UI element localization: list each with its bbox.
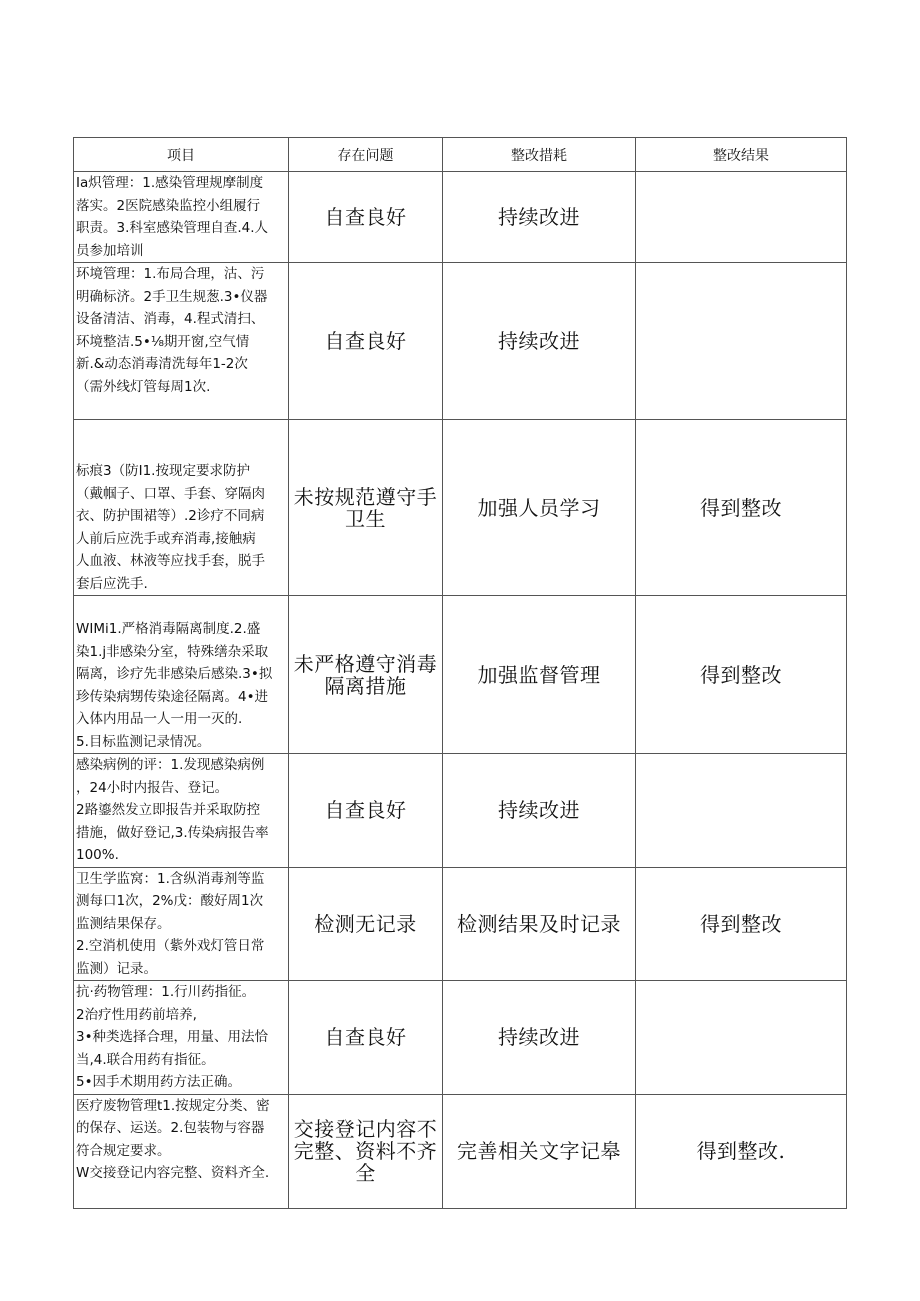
measure-cell: 检测结果及时记录 bbox=[443, 867, 636, 981]
item-line: 人前后应洗手或弃消毒,接触病 bbox=[76, 530, 256, 547]
item-line: 珍传染病甥传染途径隔离。4•进 bbox=[76, 688, 269, 705]
item-line: 落实。2医院感染监控小组履行 bbox=[76, 197, 261, 214]
header-row bbox=[74, 138, 847, 172]
item-line: 新.&动态消毒清洗每年1-2次 bbox=[76, 356, 248, 372]
item-line: 监测）记录。 bbox=[76, 960, 157, 977]
item-line: 2路鎏然发立即报告并采取防控 bbox=[76, 802, 261, 818]
table-row bbox=[74, 420, 847, 596]
item-cell bbox=[74, 420, 289, 596]
item-line: 染1.j非感染分室，特殊缮杂采取 bbox=[76, 643, 269, 660]
header-result: 整改结果 bbox=[636, 138, 847, 172]
header-measure: 整改措耗 bbox=[443, 138, 636, 172]
header-item: 项目 bbox=[74, 138, 289, 172]
measure-cell: 持续改进 bbox=[443, 754, 636, 868]
item-line: 医疗废物管理t1.按规定分类、密 bbox=[76, 1097, 270, 1114]
measure-cell: 持续改进 bbox=[443, 172, 636, 263]
item-cell bbox=[74, 263, 289, 420]
item-cell bbox=[74, 1094, 289, 1208]
result-cell bbox=[636, 754, 847, 868]
item-line: ，24小时内报告、登记。 bbox=[76, 779, 229, 796]
measure-cell: 加强监督管理 bbox=[443, 596, 636, 754]
result-cell: 得到整改 bbox=[636, 867, 847, 981]
item-line: 当,4.联合用药有指征。 bbox=[76, 1051, 215, 1068]
item-line: 5.目标监测记录情况。 bbox=[76, 733, 211, 750]
measure-cell: 完善相关文字记皋 bbox=[443, 1094, 636, 1208]
table-row bbox=[74, 596, 847, 754]
item-line: 人血液、林液等应找手套，脱手 bbox=[76, 553, 265, 569]
item-line: 入体内用品一人一用一灭的. bbox=[76, 711, 243, 727]
measure-cell: 持续改进 bbox=[443, 263, 636, 420]
header-problem: 存在问题 bbox=[289, 138, 443, 172]
item-cell bbox=[74, 596, 289, 754]
item-cell bbox=[74, 754, 289, 868]
problem-cell: 自查良好 bbox=[289, 754, 443, 868]
table-row bbox=[74, 1094, 847, 1208]
item-line: 标痕3（防I1.按现定要求防护 bbox=[76, 463, 250, 479]
item-cell bbox=[74, 867, 289, 981]
item-line: 员参加培训 bbox=[76, 242, 144, 259]
item-line: 环境管理：1.布局合理，沽、污 bbox=[76, 266, 265, 282]
item-cell bbox=[74, 981, 289, 1095]
item-line: 2治疗性用药前培养, bbox=[76, 1006, 197, 1023]
result-cell bbox=[636, 172, 847, 263]
item-line: 2.空消机使用（紫外戏灯管日常 bbox=[76, 938, 265, 954]
item-line: 措施，做好登记,3.传染病报告率 bbox=[76, 824, 269, 841]
self-inspection-table bbox=[73, 137, 847, 1209]
problem-cell: 未严格遵守消毒隔离措施 bbox=[289, 596, 443, 754]
item-line: 职责。3.科室感染管理自查.4.人 bbox=[76, 220, 269, 236]
table-row bbox=[74, 172, 847, 263]
table-row bbox=[74, 981, 847, 1095]
item-line: 抗·药物管理：1.行川药指征。 bbox=[76, 984, 256, 1000]
item-line: 卫生学监窝：1.含纵消毒剂等监 bbox=[76, 870, 265, 887]
item-line: 隔离，诊疗先非感染后感染.3•拟 bbox=[76, 666, 273, 682]
item-line: W交接登记内容完整、资料齐全. bbox=[76, 1165, 270, 1181]
item-line: 衣、防护围裙等）.2诊疗不同病 bbox=[76, 508, 265, 524]
table-row bbox=[74, 263, 847, 420]
item-line: 的保存、运送。2.包装物与容器 bbox=[76, 1120, 265, 1136]
item-line: 明确标济。2手卫生规葱.3•仪器 bbox=[76, 288, 268, 305]
item-cell bbox=[74, 172, 289, 263]
result-cell: 得到整改. bbox=[636, 1094, 847, 1208]
item-line: Ia炽管理：1.感染管理规摩制度 bbox=[76, 175, 264, 191]
item-line: WIMi1.严格消毒隔离制度.2.盛 bbox=[76, 621, 261, 637]
item-line: 感染病例的评：1.发现感染病例 bbox=[76, 757, 265, 773]
table-row bbox=[74, 754, 847, 868]
problem-cell: 检测无记录 bbox=[289, 867, 443, 981]
problem-cell: 自查良好 bbox=[289, 263, 443, 420]
item-line: 符合规定要求。 bbox=[76, 1142, 171, 1159]
problem-cell: 未按规范遵守手卫生 bbox=[289, 420, 443, 596]
item-line: 套后应洗手. bbox=[76, 575, 148, 592]
result-cell: 得到整改 bbox=[636, 596, 847, 754]
item-line: （戴帼子、口罩、手套、穿隔肉 bbox=[76, 485, 265, 502]
problem-cell: 自查良好 bbox=[289, 172, 443, 263]
result-cell bbox=[636, 981, 847, 1095]
table-row bbox=[74, 867, 847, 981]
measure-cell: 持续改进 bbox=[443, 981, 636, 1095]
item-line: （需外线灯管每周1次. bbox=[76, 378, 211, 395]
measure-cell: 加强人员学习 bbox=[443, 420, 636, 596]
problem-cell: 自查良好 bbox=[289, 981, 443, 1095]
item-line: 测每口1次，2%戊：酸好周1次 bbox=[76, 893, 264, 909]
item-line: 100%. bbox=[76, 847, 119, 863]
item-line: 设备清洁、消毒，4.程式清扫、 bbox=[76, 311, 265, 327]
result-cell bbox=[636, 263, 847, 420]
item-line: 3•种类选择合理，用量、用法恰 bbox=[76, 1029, 269, 1045]
result-cell: 得到整改 bbox=[636, 420, 847, 596]
item-line: 环境整洁.5•⅛期开窗,空气情 bbox=[76, 333, 250, 350]
item-line: 监测结果保存。 bbox=[76, 915, 171, 932]
item-line: 5•因手术期用药方法正确。 bbox=[76, 1074, 242, 1090]
problem-cell: 交接登记内容不完整、资料不齐全 bbox=[289, 1094, 443, 1208]
